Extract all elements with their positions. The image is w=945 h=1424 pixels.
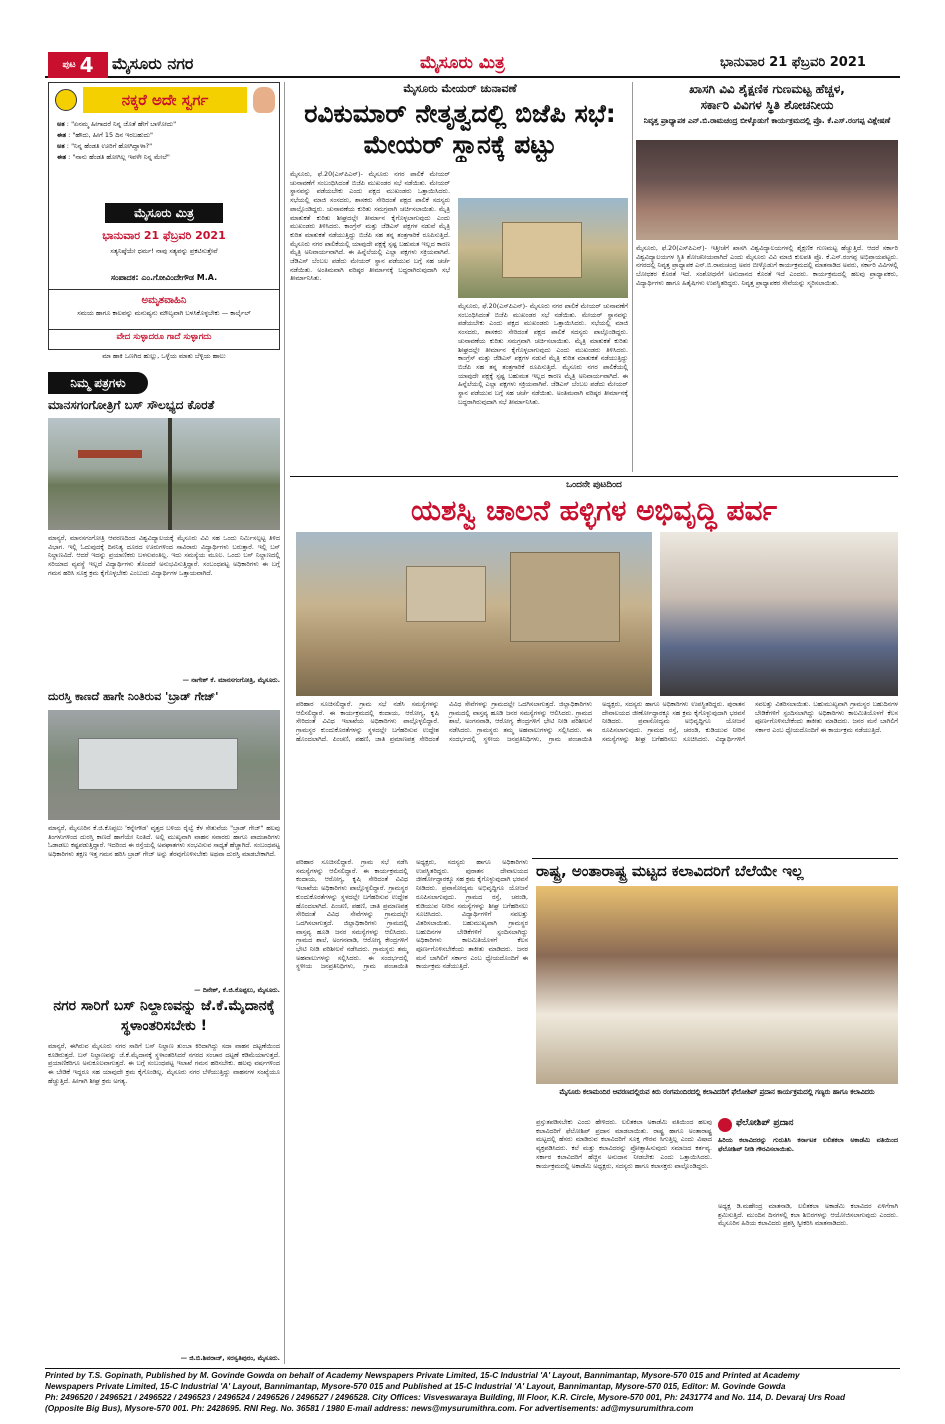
- temple-building: [406, 566, 486, 622]
- prof-headline-1: ಖಾಸಗಿ ವಿವಿ ಶೈಕ್ಷಣಿಕ ಗುಣಮಟ್ಟ ಹೆಚ್ಚಳ,: [689, 82, 845, 96]
- issue-date: ಭಾನುವಾರ 21 ಫೆಬ್ರವರಿ 2021: [720, 55, 866, 70]
- motto: ಸತ್ಯನಿಷ್ಠೆಯೇ ಧರ್ಮ! ನಾವು ಸತ್ಯವನ್ನು ಪ್ರಕಟಿಸುತ್ತೇವೆ: [110, 247, 218, 255]
- column-rule: [632, 82, 633, 472]
- footer-rule: [45, 1368, 900, 1369]
- bus-stop-photo: [48, 418, 280, 530]
- imprint-line: Ph: 2496520 / 2496521 / 2496522 / 2496523 / 2496524 / 2496526 / 2496527 / 2496528. City Offices: Visveswaraya Building, III Floor, K.R. Circle, Mysore-570 001, Ph: 2431774 and No. 114, D. Devaraj Urs Road: [45, 1392, 846, 1402]
- imprint-line: Printed by T.S. Gopinath, Published by M. Govinde Gowda on behalf of Academy Newspapers Private Limited, 15-C Industrial 'A' Layout, Bannimantap, Mysore-570 015 and Printed at Academy: [45, 1370, 800, 1380]
- letter3-body: ಮಾನ್ಯರೆ, ಈಗಿರುವ ಮೈಸೂರು ನಗರ ಸಾರಿಗೆ ಬಸ್ ನಿಲ್ದಾಣ ತುಂಬಾ ಕಿರಿದಾಗಿದ್ದು ಸದಾ ವಾಹನ ದಟ್ಟಣೆಯಿಂದ ಕೂಡಿರುತ್ತದೆ. ಬಸ್ ನಿಲ್ದಾಣವನ್ನು ಜೆ.ಕೆ.ಮೈದಾನಕ್ಕೆ ಸ್ಥಳಾಂತರಿಸಿದರೆ ನಗರದ ಸಂಚಾರ ದಟ್ಟಣೆ ಕಡಿಮೆಯಾಗುತ್ತದೆ. ಪ್ರಯಾಣಿಕರಿಗೂ ಅನುಕೂಲವಾಗುತ್ತದೆ. ಈ ಬಗ್ಗೆ ಸಂಬಂಧಪಟ್ಟ ಇಲಾಖೆ ಗಮನ ಹರಿಸಬೇಕು. ಹಲವು ವರ್ಷಗಳಿಂದ ಈ ಬೇಡಿಕೆ ಇದ್ದರೂ ಸಹ ಯಾವುದೇ ಕ್ರಮ ಕೈಗೊಂಡಿಲ್ಲ. ಮೈಸೂರು ನಗರ ಬೆಳೆಯುತ್ತಿದ್ದು ವಾಹನಗಳ ಸಂಖ್ಯೆಯೂ ಹೆಚ್ಚುತ್ತಿದೆ. ಹೀಗಾಗಿ ಶೀಘ್ರ ಕ್ರಮ ಅಗತ್ಯ.: [48, 1042, 280, 1085]
- temple-pillars: [510, 552, 620, 642]
- divider: [49, 289, 279, 290]
- letter3-signature: — ಜಿ.ಬಿ.ಶಿವರಾಜ್, ಸರಸ್ವತಿಪುರಂ, ಮೈಸೂರು.: [180, 1354, 280, 1362]
- letter2-signature: — ದಿನೇಶ್, ಕೆ.ಜಿ.ಕೊಪ್ಪಲು, ಮೈಸೂರು.: [194, 986, 280, 994]
- joke-line: ಈತ : "ಹೌದು, ಹೀಗೆ 15 ದಿನ ಇರಬಹುದು": [57, 131, 154, 139]
- artists-caption: ಮೈಸೂರು ಕಲಾಮಂದಿರ ಆವರಣದಲ್ಲಿರುವ ಕಿರು ರಂಗಮಂದಿರದಲ್ಲಿ ಕಲಾವಿದರಿಗೆ ಫೆಲೋಶಿಪ್ ಪ್ರದಾನ ಕಾರ್ಯಕ್ರಮದಲ್ಲಿ ಗಣ್ಯರು ಹಾಗೂ ಕಲಾವಿದರು: [559, 1088, 875, 1096]
- mayor-body-col2: ಮೈಸೂರು, ಫೆ.20(ಎಸ್‌ಪಿಎನ್)- ಮೈಸೂರು ನಗರ ಪಾಲಿಕೆ ಮೇಯರ್ ಚುನಾವಣೆಗೆ ಸಂಬಂಧಿಸಿದಂತೆ ಬಿಜೆಪಿ ಮುಖಂಡರ ಸಭೆ ನಡೆಯಿತು. ಮೇಯರ್ ಸ್ಥಾನವನ್ನು ಪಡೆಯಬೇಕು ಎಂದು ಪಕ್ಷದ ಮುಖಂಡರು ಒತ್ತಾಯಿಸಿದರು. ಸಭೆಯಲ್ಲಿ ಮಾಜಿ ಸಂಸದರು, ಶಾಸಕರು ಸೇರಿದಂತೆ ಪಕ್ಷದ ಪಾಲಿಕೆ ಸದಸ್ಯರು ಪಾಲ್ಗೊಂಡಿದ್ದರು. ಚುನಾವಣೆಯ ಕುರಿತು ಸಮಗ್ರವಾಗಿ ಚರ್ಚಿಸಲಾಯಿತು. ಮೈತ್ರಿ ಮಾತುಕತೆ ಕುರಿತು ಶೀಘ್ರದಲ್ಲೇ ತೀರ್ಮಾನ ಕೈಗೊಳ್ಳಲಾಗುವುದು ಎಂದು ಮುಖಂಡರು ತಿಳಿಸಿದರು. ಕಾಂಗ್ರೆಸ್ ಮತ್ತು ಜೆಡಿಎಸ್ ಪಕ್ಷಗಳ ನಡುವೆ ಮೈತ್ರಿ ಕುರಿತ ಮಾತುಕತೆ ನಡೆಯುತ್ತಿದ್ದು ಬಿಜೆಪಿ ಸಹ ತನ್ನ ತಂತ್ರಗಾರಿಕೆ ರೂಪಿಸುತ್ತಿದೆ. ಮೈಸೂರು ನಗರ ಪಾಲಿಕೆಯಲ್ಲಿ ಯಾವುದೇ ಪಕ್ಷಕ್ಕೆ ಸ್ಪಷ್ಟ ಬಹುಮತ ಇಲ್ಲದ ಕಾರಣ ಮೈತ್ರಿ ಅನಿವಾರ್ಯವಾಗಿದೆ. ಈ ಹಿನ್ನೆಲೆಯಲ್ಲಿ ಎಲ್ಲಾ ಪಕ್ಷಗಳು ಸಕ್ರಿಯವಾಗಿವೆ. ಜೆಡಿಎಸ್ ಬೆಂಬಲ ಪಡೆದು ಮೇಯರ್ ಸ್ಥಾನ ಪಡೆಯುವ ಬಗ್ಗೆ ಸಹ ಚರ್ಚೆ ನಡೆಯಿತು. ಅಂತಿಮವಾಗಿ ವರಿಷ್ಠರ ತೀರ್ಮಾನಕ್ಕೆ ಬದ್ಧರಾಗಿರುವುದಾಗಿ ಸಭೆ ತೀರ್ಮಾನಿಸಿತು.: [458, 302, 628, 406]
- divider: [532, 858, 898, 859]
- villages-body-cont: ಪರಿಹಾರ ಸೂಚಿಸಲಿದ್ದಾರೆ. ಗ್ರಾಮ ಸಭೆ ನಡೆಸಿ ಸಮಸ್ಯೆಗಳನ್ನು ಆಲಿಸಲಿದ್ದಾರೆ. ಈ ಕಾರ್ಯಕ್ರಮದಲ್ಲಿ ಕಂದಾಯ, ಆರೋಗ್ಯ, ಕೃಷಿ ಸೇರಿದಂತೆ ವಿವಿಧ ಇಲಾಖೆಯ ಅಧಿಕಾರಿಗಳು ಪಾಲ್ಗೊಳ್ಳಲಿದ್ದಾರೆ. ಗ್ರಾಮಸ್ಥರ ಕುಂದುಕೊರತೆಗಳನ್ನು ಸ್ಥಳದಲ್ಲೇ ಬಗೆಹರಿಸುವ ಉದ್ದೇಶ ಹೊಂದಲಾಗಿದೆ. ಪಿಂಚಣಿ, ಪಹಣಿ, ಜಾತಿ ಪ್ರಮಾಣಪತ್ರ ಸೇರಿದಂತೆ ವಿವಿಧ ಸೇವೆಗಳನ್ನು ಗ್ರಾಮದಲ್ಲೇ ಒದಗಿಸಲಾಗುತ್ತದೆ. ಜಿಲ್ಲಾಧಿಕಾರಿಗಳು ಗ್ರಾಮದಲ್ಲಿ ವಾಸ್ತವ್ಯ ಹೂಡಿ ಜನರ ಸಮಸ್ಯೆಗಳನ್ನು ಆಲಿಸಿದರು. ಗ್ರಾಮದ ಶಾಲೆ, ಅಂಗನವಾಡಿ, ಆರೋಗ್ಯ ಕೇಂದ್ರಗಳಿಗೆ ಭೇಟಿ ನೀಡಿ ಪರಿಶೀಲನೆ ನಡೆಸಿದರು. ಗ್ರಾಮಸ್ಥರು ತಮ್ಮ ಅಹವಾಲುಗಳನ್ನು ಸಲ್ಲಿಸಿದರು. ಈ ಸಂದರ್ಭದಲ್ಲಿ ಸ್ಥಳೀಯ ಜನಪ್ರತಿನಿಧಿಗಳು, ಗ್ರಾಮ ಪಂಚಾಯಿತಿ ಅಧ್ಯಕ್ಷರು, ಸದಸ್ಯರು ಹಾಗೂ ಅಧಿಕಾರಿಗಳು ಉಪಸ್ಥಿತರಿದ್ದರು. ಪುರಾತನ ದೇವಾಲಯದ ಜೀರ್ಣೋದ್ಧಾರಕ್ಕೂ ಸಹ ಕ್ರಮ ಕೈಗೊಳ್ಳುವುದಾಗಿ ಭರವಸೆ ನೀಡಿದರು. ಪ್ರವಾಸೋದ್ಯಮ ಅಭಿವೃದ್ಧಿಗೂ ಯೋಜನೆ ರೂಪಿಸಲಾಗುವುದು. ಗ್ರಾಮದ ರಸ್ತೆ, ಚರಂಡಿ, ಕುಡಿಯುವ ನೀರಿನ ಸಮಸ್ಯೆಗಳನ್ನು ಶೀಘ್ರ ಬಗೆಹರಿಸಲು ಸೂಚಿಸಿದರು. ವಿದ್ಯಾರ್ಥಿಗಳಿಗೆ ಸವಲತ್ತು ವಿತರಿಸಲಾಯಿತು. ಬಹುಮುಖ್ಯವಾಗಿ ಗ್ರಾಮಸ್ಥರ ಬಹುದಿನಗಳ ಬೇಡಿಕೆಗಳಿಗೆ ಸ್ಪಂದಿಸಲಾಗಿದ್ದು ಅಧಿಕಾರಿಗಳು ಕಾಲಮಿತಿಯೊಳಗೆ ಕೆಲಸ ಪೂರ್ಣಗೊಳಿಸಬೇಕೆಂದು ತಾಕೀತು ಮಾಡಿದರು. ಜನರ ಮನೆ ಬಾಗಿಲಿಗೆ ಸರ್ಕಾರ ಎಂಬ ಧ್ಯೇಯದೊಂದಿಗೆ ಈ ಕಾರ್ಯಕ್ರಮ ನಡೆಯುತ್ತಿದೆ.: [296, 858, 528, 971]
- divider: [290, 476, 898, 477]
- imprint-line: (Opposite Big Bus), Mysore-570 001. Ph: 2428695. RNI Reg. No. 36581 / 1980 E-mail address: news@mysurumithra.com. For advertisements: ad@mysurumithra.com: [45, 1403, 694, 1413]
- fellowship-box-text: ಹಿರಿಯ ಕಲಾವಿದರನ್ನು ಗುರುತಿಸಿ ಕರ್ನಾಟಕ ಲಲಿತಕಲಾ ಅಕಾಡೆಮಿ ವತಿಯಿಂದ ಫೆಲೋಶಿಪ್ ನೀಡಿ ಗೌರವಿಸಲಾಯಿತು.: [718, 1136, 898, 1153]
- villages-headline: ಯಶಸ್ವಿ ಚಾಲನೆ ಹಳ್ಳಿಗಳ ಅಭಿವೃದ್ಧಿ ಪರ್ವ: [411, 494, 777, 527]
- cartoon-icon: [253, 87, 275, 113]
- imprint-line: Newspapers Private Limited, 15-C Industrial 'A' Layout, Bannimantap, Mysore-570 015 and Published at 15-C Industrial 'A' Layout, Bannimantap, Mysore-570 015, Editor: M. Govinde Gowda: [45, 1381, 786, 1391]
- joke-date: ಭಾನುವಾರ 21 ಫೆಬ್ರವರಿ 2021: [102, 229, 226, 242]
- letters-section-title: ನಿಮ್ಮ ಪತ್ರಗಳು: [48, 372, 148, 394]
- quote-title: ಅಮೃತವಾಹಿನಿ: [141, 295, 187, 306]
- joke-box: [48, 82, 280, 350]
- letter1-title: ಮಾನಸಗಂಗೋತ್ರಿಗೆ ಬಸ್ ಸೌಲಭ್ಯದ ಕೊರತೆ: [48, 398, 215, 412]
- fellowship-box-title: ಫೆಲೋಶಿಪ್ ಪ್ರದಾನ: [736, 1118, 794, 1128]
- farewell-photo: [636, 140, 898, 240]
- smiley-icon: [55, 89, 77, 111]
- artists-body: ಪ್ರಸ್ತುತಪಡಿಸಬೇಕು ಎಂದು ಹೇಳಿದರು. ಲಲಿತಕಲಾ ಅಕಾಡೆಮಿ ವತಿಯಿಂದ ಹಲವು ಕಲಾವಿದರಿಗೆ ಫೆಲೋಶಿಪ್ ಪ್ರದಾನ ಮಾಡಲಾಯಿತು. ರಾಷ್ಟ್ರ ಹಾಗೂ ಅಂತಾರಾಷ್ಟ್ರ ಮಟ್ಟದಲ್ಲಿ ಹೆಸರು ಮಾಡಿರುವ ಕಲಾವಿದರಿಗೆ ಸೂಕ್ತ ಗೌರವ ಸಿಗುತ್ತಿಲ್ಲ ಎಂದು ವಿಷಾದ ವ್ಯಕ್ತಪಡಿಸಿದರು. ಕಲೆ ಮತ್ತು ಕಲಾವಿದರನ್ನು ಪ್ರೋತ್ಸಾಹಿಸುವುದು ಸಮಾಜದ ಕರ್ತವ್ಯ. ಸರ್ಕಾರ ಕಲಾವಿದರಿಗೆ ಹೆಚ್ಚಿನ ಅನುದಾನ ನೀಡಬೇಕು ಎಂದು ಒತ್ತಾಯಿಸಿದರು. ಕಾರ್ಯಕ್ರಮದಲ್ಲಿ ಅಕಾಡೆಮಿ ಅಧ್ಯಕ್ಷರು, ಸದಸ್ಯರು ಹಾಗೂ ಕಲಾಸಕ್ತರು ಪಾಲ್ಗೊಂಡಿದ್ದರು.: [536, 1118, 712, 1170]
- letter1-signature: — ನಾಗೇಶ್ ಕೆ. ಮಾನಸಗಂಗೋತ್ರಿ, ಮೈಸೂರು.: [182, 676, 280, 684]
- palace-photo: [458, 198, 628, 298]
- joke-title: ನಕ್ಕರೆ ಅದೇ ಸ್ವರ್ಗ: [83, 87, 247, 113]
- imprint: [45, 1370, 900, 1416]
- shelter-roof: [78, 450, 142, 480]
- palace-building: [502, 222, 582, 278]
- joke-line: ಅತ : "ಏನಮ್ಮ ಹೀಗಾದರೆ ನಿನ್ನ ಜೊತೆ ಹೇಗೆ ಬಾಳೋದು": [57, 120, 177, 128]
- prof-headline-2: ಸರ್ಕಾರಿ ವಿವಿಗಳ ಸ್ಥಿತಿ ಶೋಚನೀಯ: [700, 98, 834, 112]
- prof-subhead: ನಿವೃತ್ತ ಪ್ರಾಧ್ಯಾಪಕ ಎನ್.ಬಿ.ರಾಮಚಂದ್ರ ಬೀಳ್ಕೊಡುಗೆ ಕಾರ್ಯಕ್ರಮದಲ್ಲಿ ಪ್ರೊ. ಕೆ.ಎಸ್.ರಂಗಪ್ಪ ವಿಶ್ಲೇಷಣೆ: [643, 116, 891, 125]
- broad-gauge-photo: [48, 710, 280, 820]
- village-meeting-photo: [660, 532, 898, 696]
- joke-line: ಅತ : "ನಿನ್ನ ಹೆಂಡತಿ ಊರಿಗೆ ಹೋಗಿದ್ದಾಳಾ?": [57, 142, 153, 150]
- page-label: ಪುಟ: [62, 60, 76, 70]
- paper-name: ಮೈಸೂರು ಮಿತ್ರ: [420, 53, 505, 73]
- temple-photo: [296, 532, 652, 696]
- mayor-headline: ರವಿಕುಮಾರ್ ನೇತೃತ್ವದಲ್ಲಿ ಬಿಜೆಪಿ ಸಭೆ: ಮೇಯರ್ ಸ್ಥಾನಕ್ಕೆ ಪಟ್ಟು: [304, 99, 616, 159]
- letter3-title: ನಗರ ಸಾರಿಗೆ ಬಸ್ ನಿಲ್ದಾಣವನ್ನು ಜೆ.ಕೆ.ಮೈದಾನಕ್ಕೆ ಸ್ಥಳಾಂತರಿಸಬೇಕು !: [53, 998, 275, 1034]
- artists-photo: [536, 886, 898, 1084]
- villages-kicker: ಒಂದನೇ ಪುಟದಿಂದ: [566, 480, 622, 490]
- quote-text: ಸಮಯ ಹಾಗೂ ಕಾಲವನ್ನು ಮನುಷ್ಯನು ಮೌಲ್ಯವಾಗಿ ಬಳಸಿಕೊಳ್ಳಬೇಕು — ಕಾರ್ಲೈಲ್: [77, 309, 251, 317]
- proverb-title: ವೇದ ಸುಳ್ಳಾದರೂ ಗಾದೆ ಸುಳ್ಳಾಗದು: [116, 332, 212, 342]
- page-number: 4: [79, 53, 94, 77]
- gauge-structure: [78, 738, 238, 790]
- editor-line: ಸಂಪಾದಕ: ಎಂ.ಗೋವಿಂದೇಗೌಡ M.A.: [110, 273, 218, 282]
- bullet-icon: [718, 1118, 732, 1132]
- joke-lines: [57, 119, 275, 163]
- page-number-box: [48, 52, 108, 78]
- prof-body: ಮೈಸೂರು, ಫೆ.20(ಎಸ್‌ಪಿಎನ್)- ಇತ್ತೀಚೆಗೆ ಖಾಸಗಿ ವಿಶ್ವವಿದ್ಯಾಲಯಗಳಲ್ಲಿ ಶೈಕ್ಷಣಿಕ ಗುಣಮಟ್ಟ ಹೆಚ್ಚುತ್ತಿದೆ. ಆದರೆ ಸರ್ಕಾರಿ ವಿಶ್ವವಿದ್ಯಾಲಯಗಳ ಸ್ಥಿತಿ ಶೋಚನೀಯವಾಗಿದೆ ಎಂದು ಮೈಸೂರು ವಿವಿ ಮಾಜಿ ಕುಲಪತಿ ಪ್ರೊ. ಕೆ.ಎಸ್.ರಂಗಪ್ಪ ಅಭಿಪ್ರಾಯಪಟ್ಟರು. ನಗರದಲ್ಲಿ ನಿವೃತ್ತ ಪ್ರಾಧ್ಯಾಪಕ ಎನ್.ಬಿ.ರಾಮಚಂದ್ರ ಅವರ ಬೀಳ್ಕೊಡುಗೆ ಕಾರ್ಯಕ್ರಮದಲ್ಲಿ ಮಾತನಾಡಿದ ಅವರು, ಸರ್ಕಾರಿ ವಿವಿಗಳಲ್ಲಿ ಬೋಧಕರ ಕೊರತೆ ಇದೆ. ಸಂಶೋಧನೆಗೆ ಅನುದಾನದ ಕೊರತೆ ಇದೆ ಎಂದರು. ಕಾರ್ಯಕ್ರಮದಲ್ಲಿ ಹಲವು ಪ್ರಾಧ್ಯಾಪಕರು, ವಿದ್ಯಾರ್ಥಿಗಳು ಹಾಗೂ ಹಿತೈಷಿಗಳು ಉಪಸ್ಥಿತರಿದ್ದರು. ನಿವೃತ್ತ ಪ್ರಾಧ್ಯಾಪಕರ ಸೇವೆಯನ್ನು ಸ್ಮರಿಸಲಾಯಿತು.: [636, 244, 898, 287]
- mayor-kicker: ಮೈಸೂರು ಮೇಯರ್ ಚುನಾವಣೆ: [403, 82, 517, 95]
- joke-line: ಈತ : "ನಾನು ಹೆಂಡತಿ ಹೋಗಿಲ್ಲ ಇವಳೇ ನಿನ್ನ ಮೇಲೆ": [57, 153, 170, 161]
- column-rule: [284, 82, 285, 1364]
- section-title: ಮೈಸೂರು ನಗರ: [112, 54, 194, 73]
- paper-logo: ಮೈಸೂರು ಮಿತ್ರ: [105, 203, 223, 223]
- mayor-body-col1: ಮೈಸೂರು, ಫೆ.20(ಎಸ್‌ಪಿಎನ್)- ಮೈಸೂರು ನಗರ ಪಾಲಿಕೆ ಮೇಯರ್ ಚುನಾವಣೆಗೆ ಸಂಬಂಧಿಸಿದಂತೆ ಬಿಜೆಪಿ ಮುಖಂಡರ ಸಭೆ ನಡೆಯಿತು. ಮೇಯರ್ ಸ್ಥಾನವನ್ನು ಪಡೆಯಬೇಕು ಎಂದು ಪಕ್ಷದ ಮುಖಂಡರು ಒತ್ತಾಯಿಸಿದರು. ಸಭೆಯಲ್ಲಿ ಮಾಜಿ ಸಂಸದರು, ಶಾಸಕರು ಸೇರಿದಂತೆ ಪಕ್ಷದ ಪಾಲಿಕೆ ಸದಸ್ಯರು ಪಾಲ್ಗೊಂಡಿದ್ದರು. ಚುನಾವಣೆಯ ಕುರಿತು ಸಮಗ್ರವಾಗಿ ಚರ್ಚಿಸಲಾಯಿತು. ಮೈತ್ರಿ ಮಾತುಕತೆ ಕುರಿತು ಶೀಘ್ರದಲ್ಲೇ ತೀರ್ಮಾನ ಕೈಗೊಳ್ಳಲಾಗುವುದು ಎಂದು ಮುಖಂಡರು ತಿಳಿಸಿದರು. ಕಾಂಗ್ರೆಸ್ ಮತ್ತು ಜೆಡಿಎಸ್ ಪಕ್ಷಗಳ ನಡುವೆ ಮೈತ್ರಿ ಕುರಿತ ಮಾತುಕತೆ ನಡೆಯುತ್ತಿದ್ದು ಬಿಜೆಪಿ ಸಹ ತನ್ನ ತಂತ್ರಗಾರಿಕೆ ರೂಪಿಸುತ್ತಿದೆ. ಮೈಸೂರು ನಗರ ಪಾಲಿಕೆಯಲ್ಲಿ ಯಾವುದೇ ಪಕ್ಷಕ್ಕೆ ಸ್ಪಷ್ಟ ಬಹುಮತ ಇಲ್ಲದ ಕಾರಣ ಮೈತ್ರಿ ಅನಿವಾರ್ಯವಾಗಿದೆ. ಈ ಹಿನ್ನೆಲೆಯಲ್ಲಿ ಎಲ್ಲಾ ಪಕ್ಷಗಳು ಸಕ್ರಿಯವಾಗಿವೆ. ಜೆಡಿಎಸ್ ಬೆಂಬಲ ಪಡೆದು ಮೇಯರ್ ಸ್ಥಾನ ಪಡೆಯುವ ಬಗ್ಗೆ ಸಹ ಚರ್ಚೆ ನಡೆಯಿತು. ಅಂತಿಮವಾಗಿ ವರಿಷ್ಠರ ತೀರ್ಮಾನಕ್ಕೆ ಬದ್ಧರಾಗಿರುವುದಾಗಿ ಸಭೆ ತೀರ್ಮಾನಿಸಿತು.: [290, 170, 450, 283]
- artists-body-2: ಅಧ್ಯಕ್ಷ ಡಿ.ಮಹೇಂದ್ರ ಮಾತನಾಡಿ, ಲಲಿತಕಲಾ ಅಕಾಡೆಮಿ ಕಲಾವಿದರ ಏಳಿಗೆಗಾಗಿ ಶ್ರಮಿಸುತ್ತಿದೆ. ಮುಂದಿನ ದಿನಗಳಲ್ಲಿ ಕಲಾ ಶಿಬಿರಗಳನ್ನು ಆಯೋಜಿಸಲಾಗುವುದು ಎಂದರು. ಮೈಸೂರಿನ ಹಿರಿಯ ಕಲಾವಿದರು ಪ್ರಶಸ್ತಿ ಸ್ವೀಕರಿಸಿ ಮಾತನಾಡಿದರು.: [718, 1202, 898, 1228]
- artists-headline: ರಾಷ್ಟ್ರ, ಅಂತಾರಾಷ್ಟ್ರ ಮಟ್ಟದ ಕಲಾವಿದರಿಗೆ ಬೆಲೆಯೇ ಇಲ್ಲ: [536, 862, 804, 880]
- proverb-text: ಮಾ ಹಾಕಿ ಒಣಗಿದ ಹುಲ್ಲು, ಒಳ್ಳೆಯ ಮಾತು ಬೆಳ್ಳಿಯ ಹಾಲು: [102, 352, 226, 360]
- letter2-body: ಮಾನ್ಯರೆ, ಮೈಸೂರಿನ ಕೆ.ಜಿ.ಕೊಪ್ಪಲು 'ಕನ್ನೇಗೌಡ' ವೃತ್ತದ ಬಳಿಯ ರೈಲ್ವೆ ಕೆಳ ಸೇತುವೆಯ "ಬ್ರಾಡ್ ಗೇಜ್" ಹಲವು ತಿಂಗಳುಗಳಿಂದ ದುರಸ್ತಿ ಕಾಣದೆ ಹಾಗೆಯೇ ನಿಂತಿದೆ. ಅಲ್ಲಿ ಮುಖ್ಯವಾಗಿ ವಾಹನ ಸವಾರರು ಹಾಗೂ ಪಾದಚಾರಿಗಳು ಓಡಾಡಲು ಕಷ್ಟಪಡುತ್ತಿದ್ದಾರೆ. ಇದರಿಂದ ಈ ರಸ್ತೆಯಲ್ಲಿ ಅಪಘಾತಗಳು ಸಂಭವಿಸುವ ಸಾಧ್ಯತೆ ಹೆಚ್ಚಾಗಿದೆ. ಸಂಬಂಧಪಟ್ಟ ಅಧಿಕಾರಿಗಳು ತಕ್ಷಣ ಇತ್ತ ಗಮನ ಹರಿಸಿ ಬ್ರಾಡ್ ಗೇಜ್ ಅನ್ನು ತೆರವುಗೊಳಿಸಬೇಕು ಅಥವಾ ದುರಸ್ತಿ ಮಾಡಬೇಕಾಗಿದೆ.: [48, 824, 280, 859]
- letter1-body: ಮಾನ್ಯರೆ, ಮಾನಸಗಂಗೋತ್ರಿ ಆವರಣದಿಂದ ವಿಶ್ವವಿದ್ಯಾಲಯಕ್ಕೆ ಮೈಸೂರು ವಿವಿ ಸಹ ಒಂದು ನಿರ್ಮಿಸಲ್ಪಟ್ಟ ತಿಳಿದ ವಿಭಾಗ. ಇಲ್ಲಿ ಓದುವುದಕ್ಕೆ ದಿನನಿತ್ಯ ದೂರದ ಊರುಗಳಿಂದ ಸಾವಿರಾರು ವಿದ್ಯಾರ್ಥಿಗಳು ಬರುತ್ತಾರೆ. ಇಲ್ಲಿ ಬಸ್ ನಿಲ್ದಾಣವಿದೆ. ಆದರೆ ಇದನ್ನು ಪ್ರಯಾಣಿಕರು ಬಳಸುವಂತಿಲ್ಲ. ಇದು ಸಮಸ್ಯೆಯ ಮೂಲ. ಒಂದು ಬಸ್ ನಿಲ್ದಾಣದಲ್ಲಿ ಸರಿಯಾದ ವ್ಯವಸ್ಥೆ ಇಲ್ಲದೆ ವಿದ್ಯಾರ್ಥಿಗಳು ತೊಂದರೆ ಅನುಭವಿಸುತ್ತಿದ್ದಾರೆ. ಸಂಬಂಧಪಟ್ಟ ಅಧಿಕಾರಿಗಳು ಈ ಬಗ್ಗೆ ಗಮನ ಹರಿಸಿ ಸೂಕ್ತ ಕ್ರಮ ಕೈಗೊಳ್ಳಬೇಕು ಎಂಬುದು ವಿದ್ಯಾರ್ಥಿಗಳ ಒತ್ತಾಯವಾಗಿದೆ.: [48, 534, 280, 577]
- villages-body: ಪರಿಹಾರ ಸೂಚಿಸಲಿದ್ದಾರೆ. ಗ್ರಾಮ ಸಭೆ ನಡೆಸಿ ಸಮಸ್ಯೆಗಳನ್ನು ಆಲಿಸಲಿದ್ದಾರೆ. ಈ ಕಾರ್ಯಕ್ರಮದಲ್ಲಿ ಕಂದಾಯ, ಆರೋಗ್ಯ, ಕೃಷಿ ಸೇರಿದಂತೆ ವಿವಿಧ ಇಲಾಖೆಯ ಅಧಿಕಾರಿಗಳು ಪಾಲ್ಗೊಳ್ಳಲಿದ್ದಾರೆ. ಗ್ರಾಮಸ್ಥರ ಕುಂದುಕೊರತೆಗಳನ್ನು ಸ್ಥಳದಲ್ಲೇ ಬಗೆಹರಿಸುವ ಉದ್ದೇಶ ಹೊಂದಲಾಗಿದೆ. ಪಿಂಚಣಿ, ಪಹಣಿ, ಜಾತಿ ಪ್ರಮಾಣಪತ್ರ ಸೇರಿದಂತೆ ವಿವಿಧ ಸೇವೆಗಳನ್ನು ಗ್ರಾಮದಲ್ಲೇ ಒದಗಿಸಲಾಗುತ್ತದೆ. ಜಿಲ್ಲಾಧಿಕಾರಿಗಳು ಗ್ರಾಮದಲ್ಲಿ ವಾಸ್ತವ್ಯ ಹೂಡಿ ಜನರ ಸಮಸ್ಯೆಗಳನ್ನು ಆಲಿಸಿದರು. ಗ್ರಾಮದ ಶಾಲೆ, ಅಂಗನವಾಡಿ, ಆರೋಗ್ಯ ಕೇಂದ್ರಗಳಿಗೆ ಭೇಟಿ ನೀಡಿ ಪರಿಶೀಲನೆ ನಡೆಸಿದರು. ಗ್ರಾಮಸ್ಥರು ತಮ್ಮ ಅಹವಾಲುಗಳನ್ನು ಸಲ್ಲಿಸಿದರು. ಈ ಸಂದರ್ಭದಲ್ಲಿ ಸ್ಥಳೀಯ ಜನಪ್ರತಿನಿಧಿಗಳು, ಗ್ರಾಮ ಪಂಚಾಯಿತಿ ಅಧ್ಯಕ್ಷರು, ಸದಸ್ಯರು ಹಾಗೂ ಅಧಿಕಾರಿಗಳು ಉಪಸ್ಥಿತರಿದ್ದರು. ಪುರಾತನ ದೇವಾಲಯದ ಜೀರ್ಣೋದ್ಧಾರಕ್ಕೂ ಸಹ ಕ್ರಮ ಕೈಗೊಳ್ಳುವುದಾಗಿ ಭರವಸೆ ನೀಡಿದರು. ಪ್ರವಾಸೋದ್ಯಮ ಅಭಿವೃದ್ಧಿಗೂ ಯೋಜನೆ ರೂಪಿಸಲಾಗುವುದು. ಗ್ರಾಮದ ರಸ್ತೆ, ಚರಂಡಿ, ಕುಡಿಯುವ ನೀರಿನ ಸಮಸ್ಯೆಗಳನ್ನು ಶೀಘ್ರ ಬಗೆಹರಿಸಲು ಸೂಚಿಸಿದರು. ವಿದ್ಯಾರ್ಥಿಗಳಿಗೆ ಸವಲತ್ತು ವಿತರಿಸಲಾಯಿತು. ಬಹುಮುಖ್ಯವಾಗಿ ಗ್ರಾಮಸ್ಥರ ಬಹುದಿನಗಳ ಬೇಡಿಕೆಗಳಿಗೆ ಸ್ಪಂದಿಸಲಾಗಿದ್ದು ಅಧಿಕಾರಿಗಳು ಕಾಲಮಿತಿಯೊಳಗೆ ಕೆಲಸ ಪೂರ್ಣಗೊಳಿಸಬೇಕೆಂದು ತಾಕೀತು ಮಾಡಿದರು. ಜನರ ಮನೆ ಬಾಗಿಲಿಗೆ ಸರ್ಕಾರ ಎಂಬ ಧ್ಯೇಯದೊಂದಿಗೆ ಈ ಕಾರ್ಯಕ್ರಮ ನಡೆಯುತ್ತಿದೆ.: [296, 700, 898, 743]
- letter2-title: ದುರಸ್ತಿ ಕಾಣದೆ ಹಾಗೇ ನಿಂತಿರುವ 'ಬ್ರಾಡ್ ಗೇಜ್': [48, 690, 219, 703]
- divider: [49, 329, 279, 330]
- tree-trunk: [168, 418, 172, 530]
